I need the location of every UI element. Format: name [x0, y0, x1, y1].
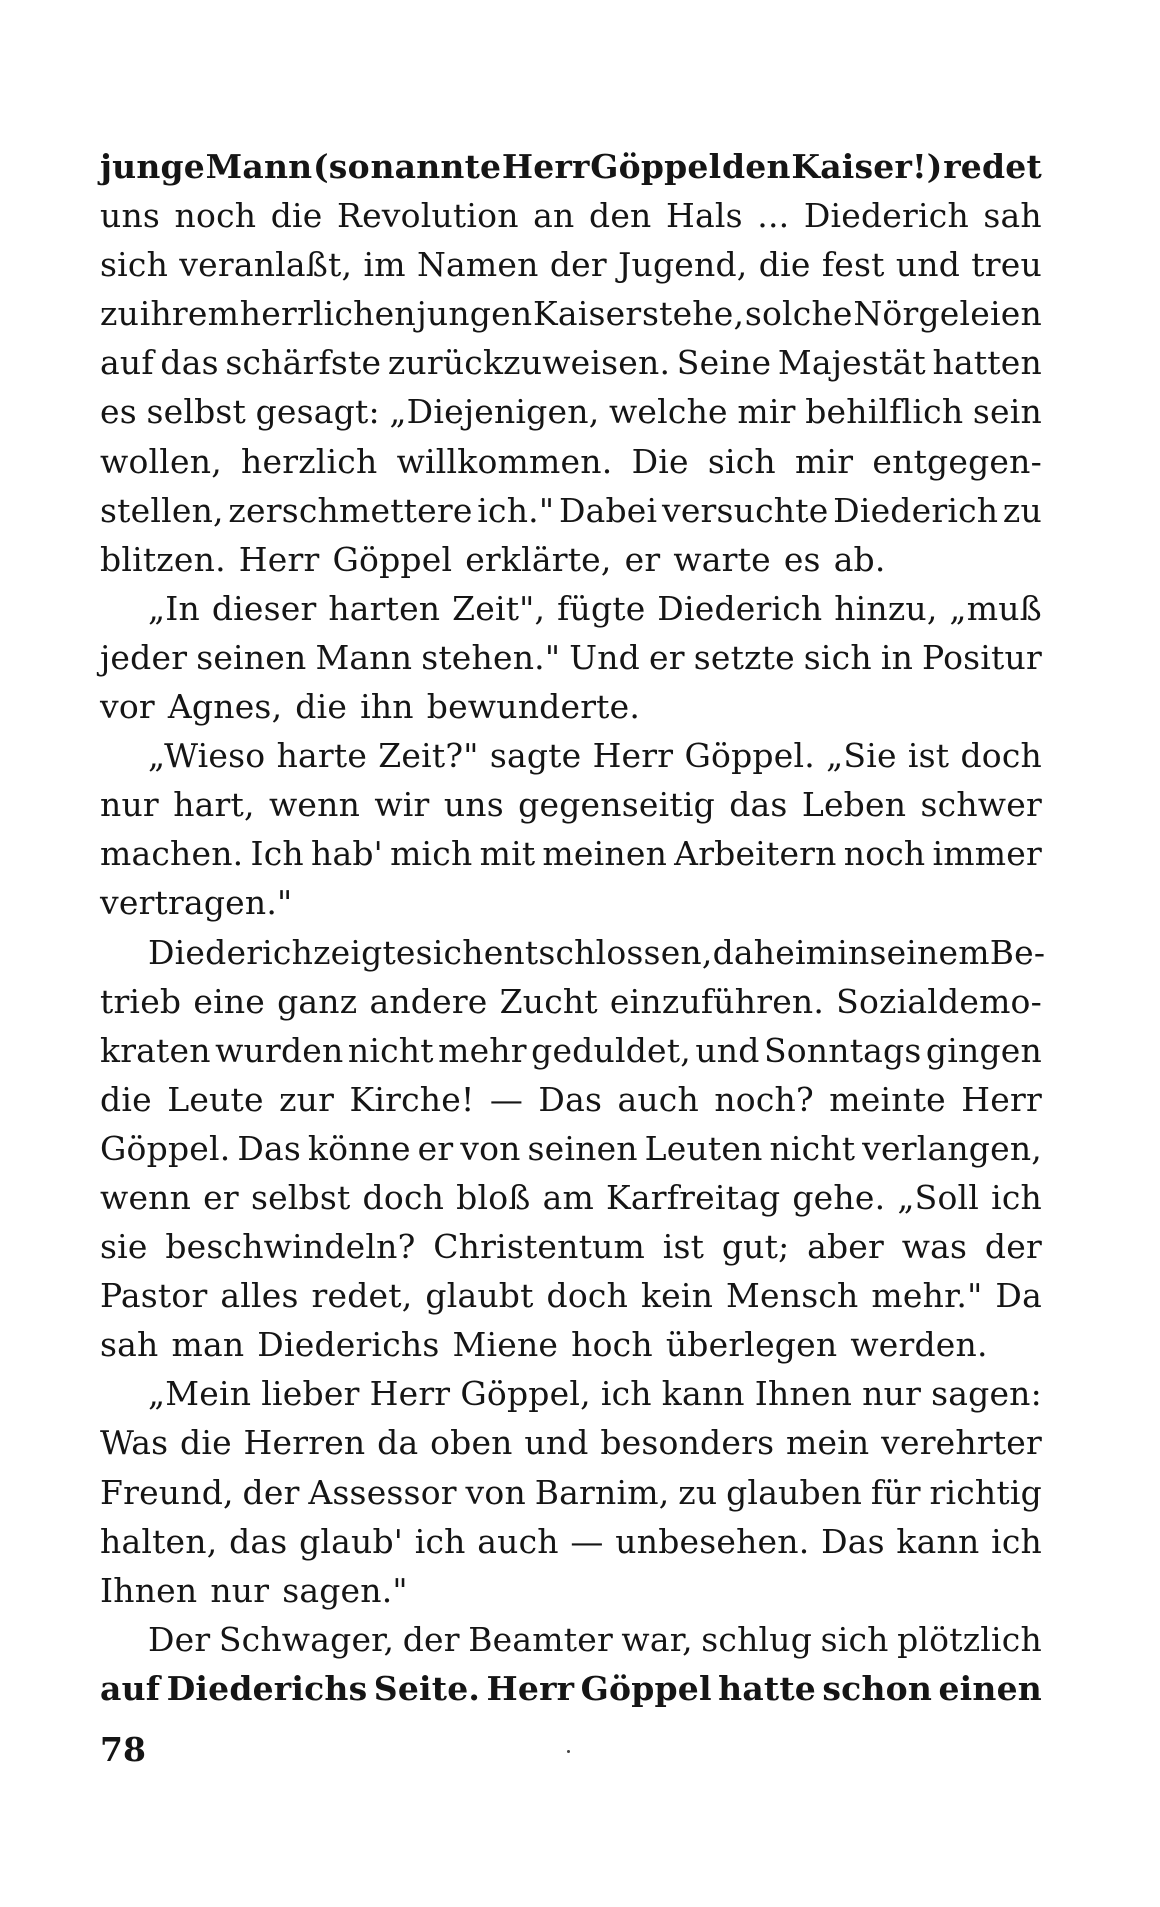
print-speck — [567, 1750, 570, 1753]
word: Hals — [666, 196, 743, 236]
word: zurückzuweisen. — [387, 343, 671, 383]
word: Diederich — [803, 196, 969, 236]
word: erklärte, — [465, 539, 612, 579]
word: und — [524, 1423, 589, 1463]
word: selbst — [250, 1177, 351, 1217]
word: Die — [631, 441, 689, 481]
word: zerschmettere — [228, 490, 473, 530]
word: Zeit", — [452, 588, 546, 628]
word: Mann — [205, 147, 313, 186]
word: nicht — [769, 1128, 856, 1168]
word: die — [270, 196, 323, 236]
word: harte — [276, 736, 368, 776]
word: entgegen- — [872, 441, 1042, 481]
text-line — [100, 1664, 1042, 1713]
word: (so — [312, 147, 370, 186]
text-line — [100, 1075, 1042, 1124]
text-line — [100, 1566, 1042, 1615]
word: redet — [943, 147, 1042, 186]
word: an — [533, 196, 575, 236]
word: Assessor — [308, 1472, 457, 1512]
word: unbesehen. — [615, 1521, 810, 1561]
word: von — [465, 1472, 526, 1512]
word: Dabei — [558, 490, 658, 530]
text-line — [100, 1615, 1042, 1664]
text-line — [100, 1517, 1042, 1566]
text-line — [100, 1468, 1042, 1517]
word: er — [417, 1128, 454, 1168]
word: Herren — [243, 1423, 366, 1463]
word: doch — [546, 1276, 629, 1316]
word: glaub' — [299, 1521, 404, 1561]
word: stehe, — [641, 294, 745, 334]
word: gehe. — [792, 1177, 886, 1217]
text-line — [100, 1173, 1042, 1222]
word: wollen, — [100, 441, 222, 481]
word: glaubt — [425, 1276, 534, 1316]
text-line — [100, 1124, 1042, 1173]
word: herrlichen — [239, 294, 416, 334]
word: Karfreitag — [606, 1177, 781, 1217]
word: Ihnen — [100, 1570, 198, 1610]
word: er — [624, 539, 661, 579]
word: der — [549, 245, 607, 285]
word: stehen." — [421, 637, 561, 677]
word: Seite. — [373, 1668, 481, 1708]
word: er — [203, 1177, 239, 1217]
word: „Wieso — [148, 736, 266, 776]
word: Das — [237, 1128, 301, 1168]
word: — — [489, 1079, 524, 1119]
word: willkommen. — [396, 441, 613, 481]
word: setzte — [693, 637, 795, 677]
word: lieber — [261, 1374, 360, 1414]
word: Diederichs — [166, 1668, 368, 1708]
word: werden. — [850, 1325, 988, 1365]
word: schwer — [920, 785, 1042, 825]
word: richtig — [929, 1472, 1042, 1512]
text-line — [100, 1418, 1042, 1467]
word: kann — [896, 1521, 980, 1561]
word: wurden — [215, 1030, 344, 1070]
word: Göppel, — [460, 1374, 591, 1414]
word: zeigte — [313, 932, 416, 972]
word: Göppel. — [100, 1128, 231, 1168]
word: wenn — [268, 785, 361, 825]
word: „Mein — [148, 1374, 252, 1414]
word: Herr — [369, 1374, 451, 1414]
word: ab. — [833, 539, 886, 579]
word: Leute — [167, 1079, 264, 1119]
word: jeder — [100, 637, 188, 677]
word: „Diejenigen, — [389, 392, 600, 432]
word: mich — [390, 834, 473, 874]
word: zu — [1002, 490, 1042, 530]
word: Herr — [486, 1668, 575, 1708]
word: Nörgeleien — [853, 294, 1042, 334]
word: ist — [907, 736, 950, 776]
word: aber — [807, 1227, 885, 1267]
word: es — [100, 392, 137, 432]
word: am — [542, 1177, 594, 1217]
word: wir — [374, 785, 430, 825]
word: wenn — [100, 1177, 192, 1217]
word: selbst — [146, 392, 247, 432]
word: Göppel — [580, 1668, 712, 1708]
word: der — [402, 1619, 460, 1659]
word: uns — [100, 196, 161, 236]
word: Der — [148, 1619, 211, 1659]
word: auf — [100, 343, 154, 383]
word: einzuführen. — [609, 981, 825, 1021]
word: solche — [744, 294, 853, 334]
text-line — [100, 191, 1042, 240]
word: Ihnen — [754, 1374, 853, 1414]
word: bewunderte. — [426, 687, 641, 727]
word: warte — [673, 539, 771, 579]
text-line — [100, 1369, 1042, 1418]
word: Leuten — [644, 1128, 763, 1168]
word: immer — [932, 834, 1042, 874]
word: Arbeitern — [674, 834, 837, 874]
word: verlangen, — [862, 1128, 1042, 1168]
word: überlegen — [665, 1325, 838, 1365]
word: doch — [960, 736, 1042, 776]
word: uns — [443, 785, 504, 825]
word: Namen — [416, 245, 539, 285]
word: auch — [617, 1079, 699, 1119]
word: sich — [100, 245, 169, 285]
word: Pastor — [100, 1276, 208, 1316]
page-number: 78 — [100, 1730, 146, 1769]
word: mir — [737, 392, 796, 432]
word: mehr — [438, 1030, 527, 1070]
word: Schwager, — [218, 1619, 395, 1659]
word: machen. — [100, 834, 244, 874]
word: behilflich — [805, 392, 964, 432]
word: auf — [100, 1668, 161, 1708]
word: sagen." — [282, 1570, 408, 1610]
word: entschlossen, — [483, 932, 713, 972]
word: auch — [477, 1521, 559, 1561]
word: versuchte — [661, 490, 829, 530]
word: sich — [415, 932, 484, 972]
word: Diederich — [148, 932, 314, 972]
text-line — [100, 1026, 1042, 1075]
word: das — [160, 343, 219, 383]
word: Herr — [592, 736, 674, 776]
word: nur — [862, 1374, 922, 1414]
word: sie — [100, 1227, 148, 1267]
word: Sozialdemo- — [836, 981, 1042, 1021]
word: ihn — [360, 687, 414, 727]
text-line — [100, 1222, 1042, 1271]
word: hart, — [173, 785, 255, 825]
word: zur — [279, 1079, 335, 1119]
word: Mensch — [726, 1276, 859, 1316]
word: sagte — [489, 736, 582, 776]
word: gegenseitig — [518, 785, 715, 825]
word: redet, — [311, 1276, 413, 1316]
word: Diederich — [833, 490, 999, 530]
word: Das — [538, 1079, 603, 1119]
word: „muß — [949, 588, 1042, 628]
word: seinen — [196, 637, 307, 677]
word: Diederichs — [257, 1325, 440, 1365]
word: könne — [307, 1128, 411, 1168]
word: — — [570, 1521, 604, 1561]
word: man — [171, 1325, 245, 1365]
word: „Soll — [897, 1177, 980, 1217]
body-text — [100, 142, 1046, 1713]
word: verehrter — [881, 1423, 1042, 1463]
word: Kaiser!) — [791, 147, 943, 186]
word: Und — [569, 637, 641, 677]
word: zu — [678, 1472, 718, 1512]
word: Christentum — [433, 1227, 646, 1267]
text-line — [100, 338, 1042, 387]
word: ich — [600, 1374, 652, 1414]
word: alles — [220, 1276, 299, 1316]
text-line — [100, 142, 1042, 191]
word: gesagt: — [255, 392, 380, 432]
word: noch? — [714, 1079, 814, 1119]
word: Miene — [452, 1325, 559, 1365]
word: von — [460, 1128, 521, 1168]
word: er — [649, 637, 685, 677]
word: junge — [100, 147, 205, 186]
word: herzlich — [241, 441, 378, 481]
text-line — [100, 633, 1042, 682]
word: Herr — [501, 147, 590, 186]
word: Jugend, — [618, 245, 748, 285]
word: das — [229, 1521, 288, 1561]
text-line — [100, 387, 1042, 436]
word: Freund, — [100, 1472, 234, 1512]
word: stellen, — [100, 490, 224, 530]
word: Das — [821, 1521, 885, 1561]
word: „In — [148, 588, 200, 628]
word: Seine — [676, 343, 772, 383]
word: sich — [820, 1619, 889, 1659]
word: meinte — [829, 1079, 946, 1119]
word: die — [295, 687, 348, 727]
word: noch — [174, 196, 257, 236]
text-line — [100, 584, 1042, 633]
word: mit — [479, 834, 536, 874]
word: dieser — [211, 588, 317, 628]
word: sein — [972, 392, 1042, 432]
word: Zucht — [499, 981, 598, 1021]
word: in — [837, 932, 870, 972]
word: den — [722, 147, 791, 186]
word: hinzu, — [834, 588, 938, 628]
word: ... — [757, 196, 790, 236]
word: ich — [991, 1177, 1042, 1217]
word: daheim — [712, 932, 838, 972]
word: hatte — [718, 1668, 816, 1708]
word: es — [783, 539, 821, 579]
word: im — [363, 245, 406, 285]
word: sich — [803, 637, 872, 677]
word: Herr — [961, 1079, 1042, 1119]
word: der — [984, 1227, 1042, 1267]
word: doch — [362, 1177, 445, 1217]
word: plötzlich — [897, 1619, 1042, 1659]
word: „Sie — [826, 736, 897, 776]
word: Diederich — [657, 588, 823, 628]
word: den — [589, 196, 652, 236]
text-line — [100, 829, 1042, 878]
word: harten — [328, 588, 441, 628]
word: die — [180, 1423, 232, 1463]
text-line — [100, 240, 1042, 289]
word: Leben — [801, 785, 907, 825]
word: Göppel — [590, 147, 722, 186]
word: geduldet, — [531, 1030, 691, 1070]
text-line — [100, 1271, 1042, 1320]
word: fügte — [557, 588, 646, 628]
word: ist — [662, 1227, 705, 1267]
text-line — [100, 928, 1046, 977]
word: Barnim, — [534, 1472, 670, 1512]
text-line — [100, 289, 1042, 338]
word: hatten — [932, 343, 1042, 383]
word: oben — [430, 1423, 513, 1463]
word: hab' — [311, 834, 383, 874]
word: hoch — [571, 1325, 653, 1365]
word: ganz — [277, 981, 358, 1021]
word: Kirche! — [349, 1079, 475, 1119]
word: die — [758, 245, 811, 285]
text-line — [100, 437, 1042, 486]
word: besonders — [600, 1423, 775, 1463]
word: Be- — [989, 932, 1046, 972]
word: eine — [193, 981, 266, 1021]
word: nur — [210, 1570, 270, 1610]
word: Da — [995, 1276, 1042, 1316]
word: seinem — [869, 932, 990, 972]
word: gut; — [721, 1227, 790, 1267]
text-line — [100, 977, 1042, 1026]
word: Revolution — [337, 196, 519, 236]
word: kein — [640, 1276, 714, 1316]
word: Positur — [922, 637, 1042, 677]
word: ich." — [477, 490, 555, 530]
word: sah — [983, 196, 1042, 236]
word: das — [729, 785, 788, 825]
word: nannte — [370, 147, 502, 186]
word: veranlaßt, — [179, 245, 353, 285]
word: halten, — [100, 1521, 218, 1561]
word: sich — [707, 441, 776, 481]
word: beschwindeln? — [165, 1227, 416, 1267]
word: noch — [843, 834, 926, 874]
word: Was — [100, 1423, 169, 1463]
word: was — [901, 1227, 968, 1267]
word: Göppel. — [684, 736, 815, 776]
word: bloß — [456, 1177, 531, 1217]
text-line — [100, 731, 1042, 780]
word: schon — [822, 1668, 933, 1708]
word: ich — [414, 1521, 466, 1561]
word: war, — [621, 1619, 693, 1659]
word: Beamter — [468, 1619, 613, 1659]
word: und — [695, 1030, 760, 1070]
word: für — [870, 1472, 921, 1512]
word: seinen — [527, 1128, 638, 1168]
word: mir — [795, 441, 854, 481]
word: der — [242, 1472, 300, 1512]
word: treu — [971, 245, 1042, 285]
text-line — [100, 682, 1042, 731]
word: nicht — [347, 1030, 434, 1070]
word: jungen — [416, 294, 533, 334]
text-line — [100, 878, 1042, 927]
word: Majestät — [777, 343, 926, 383]
word: mehr." — [871, 1276, 983, 1316]
word: Mann — [315, 637, 413, 677]
word: kraten — [100, 1030, 211, 1070]
word: blitzen. — [100, 539, 226, 579]
text-line — [100, 780, 1042, 829]
text-line — [100, 486, 1042, 535]
word: schlug — [701, 1619, 813, 1659]
word: die — [100, 1079, 152, 1119]
word: zu — [100, 294, 140, 334]
word: ich — [991, 1521, 1042, 1561]
word: Zeit?" — [378, 736, 479, 776]
word: nur — [100, 785, 159, 825]
word: Ich — [250, 834, 304, 874]
word: kann — [661, 1374, 745, 1414]
word: einen — [938, 1668, 1042, 1708]
word: andere — [369, 981, 488, 1021]
word: fest — [821, 245, 885, 285]
text-line — [100, 1320, 1042, 1369]
word: glauben — [726, 1472, 863, 1512]
word: Kaiser — [532, 294, 642, 334]
word: Göppel — [332, 539, 453, 579]
word: in — [880, 637, 914, 677]
word: gingen — [925, 1030, 1042, 1070]
word: mein — [785, 1423, 870, 1463]
word: und — [895, 245, 961, 285]
text-line — [100, 535, 1042, 584]
word: Sonntags — [763, 1030, 922, 1070]
word: welche — [608, 392, 728, 432]
word: sagen: — [931, 1374, 1042, 1414]
word: sah — [100, 1325, 159, 1365]
word: meinen — [542, 834, 668, 874]
word: Herr — [238, 539, 320, 579]
word: ihrem — [139, 294, 240, 334]
word: trieb — [100, 981, 182, 1021]
word: vor — [100, 687, 155, 727]
word: Agnes, — [167, 687, 283, 727]
word: vertragen." — [100, 883, 293, 923]
word: schärfste — [225, 343, 382, 383]
word: da — [377, 1423, 419, 1463]
